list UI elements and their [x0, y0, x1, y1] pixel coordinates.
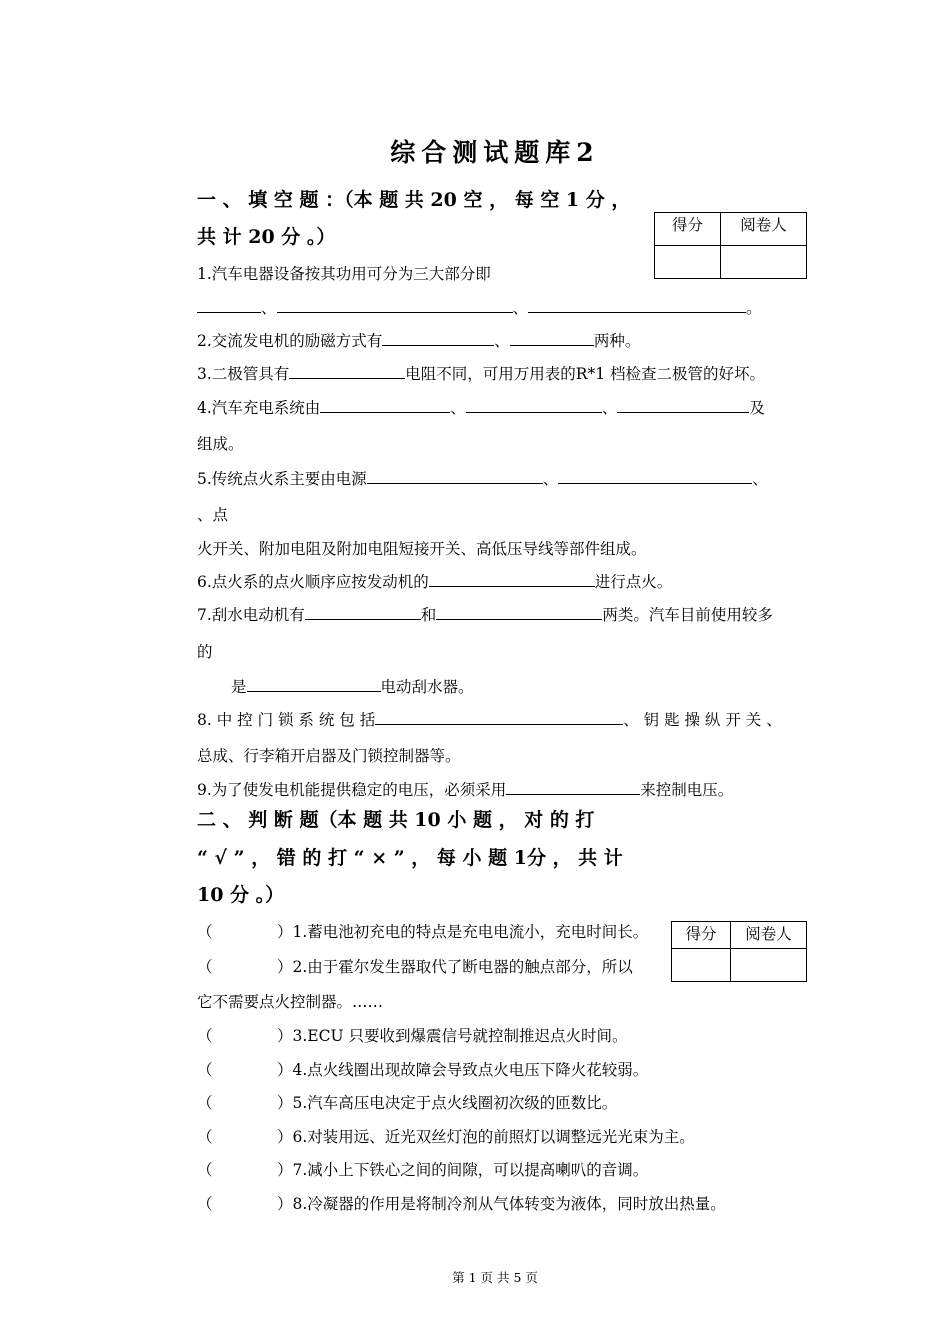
question-8-cont: 总成、行李箱开启器及门锁控制器等。 [197, 747, 461, 765]
blank[interactable] [528, 298, 746, 313]
judge-item-4: （ ）4.点火线圈出现故障会导致点火电压下降火花较弱。 [197, 1061, 649, 1079]
blank[interactable] [382, 331, 494, 346]
score-header: 得分 [655, 213, 721, 246]
question-7: 7.刮水电动机有 和 两类。汽车目前使用较多 [197, 606, 773, 624]
grader-cell[interactable] [731, 949, 807, 982]
blank[interactable] [466, 398, 602, 413]
blank[interactable] [506, 780, 640, 795]
question-5-cont2: 火开关、附加电阻及附加电阻短接开关、高低压导线等部件组成。 [197, 540, 647, 558]
question-5: 5.传统点火系主要由电源 、 、 [197, 470, 768, 488]
judge-item-8: （ ）8.冷凝器的作用是将制冷剂从气体转变为液体，同时放出热量。 [197, 1195, 726, 1213]
question-6: 6.点火系的点火顺序应按发动机的 进行点火。 [197, 573, 673, 591]
score-cell[interactable] [655, 246, 721, 279]
question-2: 2.交流发电机的励磁方式有 、 两种。 [197, 332, 641, 350]
question-7-cont2: 是 电动刮水器。 [231, 678, 474, 696]
question-4: 4.汽车充电系统由 、 、 及 [197, 399, 765, 417]
section2-heading-line2: “ √ ” ， 错 的 打 “ × ” ， 每 小 题 1分 ， 共 计 [197, 847, 623, 869]
judge-item-6: （ ）6.对装用远、近光双丝灯泡的前照灯以调整远光光束为主。 [197, 1128, 695, 1146]
question-9: 9.为了使发电机能提供稳定的电压，必须采用 来控制电压。 [197, 781, 734, 799]
page-title: 综合测试题库2 [390, 138, 600, 167]
judge-item-1: （ ）1.蓄电池初充电的特点是充电电流小，充电时间长。 [197, 923, 649, 941]
section1-heading-line1: 一 、 填 空 题 ：（本 题 共 20 空 ， 每 空 1 分 ， [197, 189, 631, 211]
question-4-cont: 组成。 [197, 435, 244, 453]
blank[interactable] [617, 398, 749, 413]
judge-item-2-cont: 它不需要点火控制器。…… [197, 993, 384, 1011]
blank[interactable] [277, 298, 513, 313]
judge-item-7: （ ）7.减小上下铁心之间的间隙，可以提高喇叭的音调。 [197, 1161, 649, 1179]
score-cell[interactable] [672, 949, 731, 982]
judge-item-5: （ ）5.汽车高压电决定于点火线圈初次级的匝数比。 [197, 1094, 618, 1112]
blank[interactable] [367, 469, 543, 484]
question-1: 1.汽车电器设备按其功用可分为三大部分即 [197, 265, 491, 283]
blank[interactable] [436, 605, 602, 620]
blank[interactable] [197, 298, 261, 313]
page-footer: 第 1 页 共 5 页 [452, 1270, 538, 1285]
grader-cell[interactable] [721, 246, 807, 279]
blank[interactable] [320, 398, 450, 413]
blank[interactable] [375, 710, 623, 725]
blank[interactable] [510, 331, 594, 346]
section1-heading-line2: 共 计 20 分 。） [197, 226, 336, 248]
judge-item-3: （ ）3.ECU 只要收到爆震信号就控制推迟点火时间。 [197, 1027, 628, 1045]
score-table-2 [671, 921, 807, 982]
grader-header: 阅卷人 [721, 213, 807, 246]
question-3: 3.二极管具有 电阻不同，可用万用表的R*1 档检查二极管的好坏。 [197, 365, 766, 383]
blank[interactable] [289, 364, 405, 379]
question-8: 8. 中 控 门 锁 系 统 包 括 、 钥 匙 操 纵 开 关 、 [197, 711, 782, 729]
blank[interactable] [558, 469, 752, 484]
blank[interactable] [305, 605, 421, 620]
question-7-cont1: 的 [197, 643, 213, 661]
blank[interactable] [429, 572, 595, 587]
question-1-blanks: 、 、 。 [197, 296, 762, 318]
score-header: 得分 [672, 922, 731, 949]
grader-header: 阅卷人 [731, 922, 807, 949]
question-5-cont1: 、点 [197, 506, 229, 524]
section2-heading-line3: 10 分 。） [197, 884, 285, 906]
judge-item-2: （ ）2.由于霍尔发生器取代了断电器的触点部分，所以 [197, 958, 633, 976]
blank[interactable] [247, 677, 381, 692]
section2-heading-line1: 二 、 判 断 题（本 题 共 10 小 题 ， 对 的 打 [197, 809, 595, 831]
score-table-1 [654, 212, 807, 279]
